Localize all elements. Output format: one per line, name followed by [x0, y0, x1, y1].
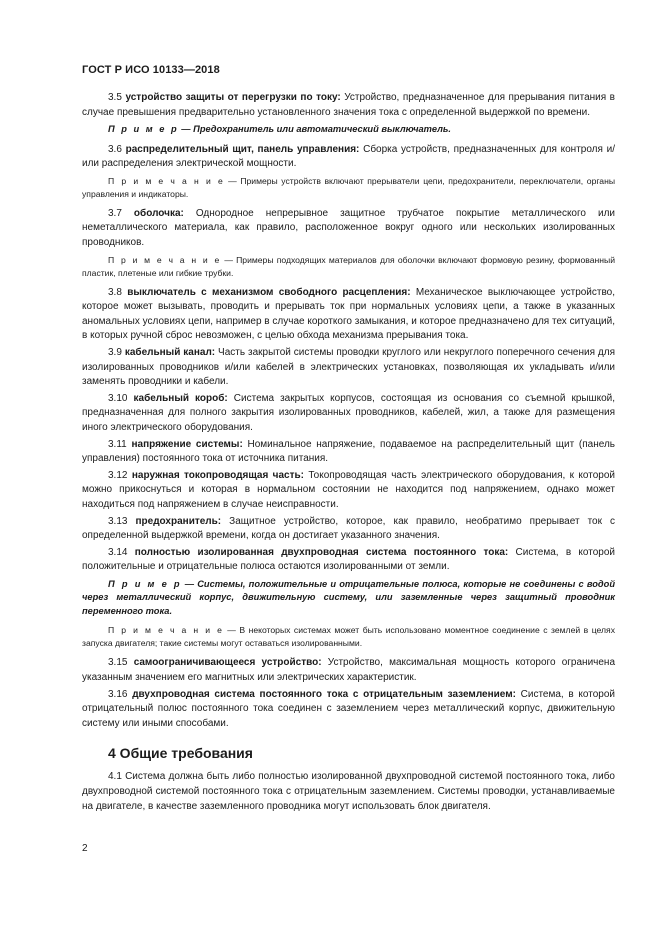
note-3-7: [82, 254, 615, 280]
definition-3-8: [82, 286, 615, 344]
definition-3-15: [82, 656, 615, 685]
definition-text: Система, в которой отрицательный полюс постоянного тока соединен с заземлением через металлический корпус, движительную систему или иными способами.: [82, 688, 615, 729]
document-header: ГОСТ Р ИСО 10133—2018: [82, 64, 220, 76]
item-number: 3.12: [108, 469, 128, 481]
definition-text: Токопроводящая часть электрического оборудования, к которой можно прикоснуться и которая в нормальном состоянии не находится под напряжением, однако может находиться под напряжением в случае неисправности.: [82, 469, 615, 510]
item-number: 3.5: [108, 92, 122, 103]
note-text: — Примеры подходящих материалов для оболочки включают формовую резину, формованный пластик, плетеные или гибкие трубки.: [82, 254, 616, 278]
definition-text: Однородное непрерывное защитное трубчатое покрытие металлического или неметаллического материала, как правило, расположенное вокруг одного или нескольких изолированных проводников.: [82, 207, 615, 249]
note-text: — Примеры устройств включают прерыватели цепи, предохранители, переключатели, органы управления и индикаторы.: [82, 175, 615, 199]
definition-text: Номинальное напряжение, подаваемое на распределительный щит (панель управления) постоянного тока от источника питания.: [82, 438, 615, 465]
item-number: 3.15: [108, 657, 128, 669]
term: напряжение системы:: [131, 438, 243, 450]
item-number: 3.7: [108, 207, 122, 219]
item-number: 3.9: [108, 347, 122, 359]
definition-3-12: [82, 469, 615, 513]
definition-text: Система закрытых корпусов, состоящая из основания со съемной крышкой, предназначенная для полного закрытия изолированных проводников, кабелей, жил, а также для размещения иного электрического оборудования.: [82, 392, 615, 433]
term: предохранитель:: [135, 515, 222, 527]
definition-text: Устройство, предназначенное для прерывания питания в случае превышения предварительно установленного значения тока с определенной выдержкой по времени.: [82, 92, 615, 118]
term: устройство защиты от перегрузки по току:: [125, 92, 341, 103]
definition-text: Система, в которой положительные и отрицательные полюса остаются изолированными от земли.: [82, 546, 616, 573]
definition-3-13: [82, 515, 615, 544]
item-number: 3.8: [108, 286, 122, 298]
item-number: 3.13: [108, 515, 128, 527]
term: выключатель с механизмом свободного расцепления:: [127, 286, 411, 298]
term: кабельный канал:: [124, 347, 216, 359]
item-number: 3.6: [108, 143, 122, 155]
note-3-14: [82, 624, 615, 650]
section-heading: 4 Общие требования: [108, 745, 253, 762]
note-3-6: [82, 175, 615, 201]
term: двухпроводная система постоянного тока с отрицательным заземлением:: [132, 688, 516, 700]
definition-3-10: [82, 392, 615, 436]
note-label: П р и м е ч а н и е: [108, 254, 222, 265]
definition-3-5: [82, 91, 615, 120]
definition-text: Часть закрытой системы проводки круглого или некруглого поперечного сечения для изолированных проводников и/или кабелей в электрических установках, позволяющая их укладывать и/или заменять проводники и кабели.: [82, 347, 616, 388]
definition-text: Защитное устройство, которое, как правило, необратимо прерывает ток с определенной выдержкой времени, когда он достигает указанного значения.: [82, 515, 615, 542]
definition-3-7: [82, 207, 615, 251]
example-3-5: [82, 123, 615, 137]
term: кабельный короб:: [133, 392, 228, 404]
note-text: — В некоторых системах может быть использовано моментное соединение с землей в целях запуска двигателя; такие системы могут оставаться изолированными.: [82, 625, 616, 649]
item-number: 3.11: [108, 438, 127, 450]
item-number: 3.10: [108, 392, 128, 404]
example-text: — Системы, положительные и отрицательные полюса, которые не соединены с водой через металлический корпус, движительную систему, или заземленные через защитный проводник переменного тока.: [82, 578, 616, 616]
definition-text: Устройство, максимальная мощность которого ограничена указанным значением его магнитных или электрических характеристик.: [82, 657, 616, 684]
definition-3-16: [82, 688, 615, 732]
paragraph-4-1: 4.1 Система должна быть либо полностью изолированной двухпроводной системой постоянного тока, либо двухпроводной системой постоянного тока с отрицательным заземлением. Системы проводки, устанавливаемые на двигателе, в качестве заземленного проводника могут использовать блок двигателя.: [82, 771, 615, 812]
term: самоограничивающееся устройство:: [133, 657, 322, 669]
example-3-14: [82, 578, 615, 619]
term: оболочка:: [133, 207, 184, 219]
definition-text: Сборка устройств, предназначенных для контроля и/или распределения электрической мощности.: [82, 143, 615, 170]
definition-3-9: [82, 346, 615, 390]
item-number: 3.16: [108, 688, 128, 700]
page-number: 2: [82, 843, 88, 854]
definition-text: Механическое выключающее устройство, которое может вызывать, проводить и прерывать ток при нормальных условиях цепи, а также в указанных аномальных условиях цепи, например в случае короткого замыкания, и которое предназначено для тех ситуаций, в которых ручной сброс невозможен, с целью обхода механизма прерывания тока.: [82, 286, 616, 342]
item-number: 3.14: [108, 546, 128, 558]
example-text: — Предохранитель или автоматический выключатель.: [178, 124, 451, 135]
term: распределительный щит, панель управления:: [125, 143, 360, 155]
definition-3-14: [82, 546, 615, 575]
example-label: П р и м е р: [108, 578, 182, 589]
definition-3-11: [82, 438, 615, 467]
definition-3-6: [82, 143, 615, 172]
term: полностью изолированная двухпроводная система постоянного тока:: [134, 546, 509, 558]
note-label: П р и м е ч а н и е: [108, 175, 225, 186]
term: наружная токопроводящая часть:: [131, 469, 304, 481]
example-label: П р и м е р: [108, 124, 179, 135]
note-label: П р и м е ч а н и е: [108, 625, 224, 636]
